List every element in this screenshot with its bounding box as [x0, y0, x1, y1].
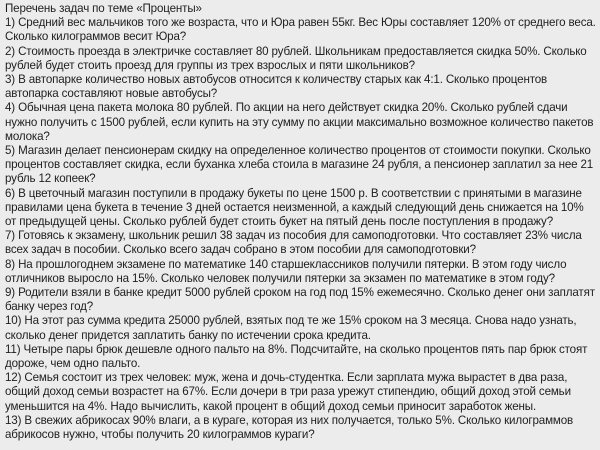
task-7: 7) Готовясь к экзамену, школьник решил 38 задач из пособия для самоподготовки. Что составляет 23% числа всех задач в пособии. Сколько всего задач собрано в этом пособии для самоподготовки? [5, 229, 582, 257]
task-4: 4) Обычная цена пакета молока 80 рублей. По акции на него действует скидка 20%. Сколько рублей сдачи нужно получить с 1500 рублей, если купить на эту сумму по акции максимально возможное количество пакетов молока? [5, 101, 594, 143]
task-1: 1) Средний вес мальчиков того же возраста, что и Юра равен 55кг. Вес Юры составляет 120% от среднего веса. Сколько килограммов весит Юра? [5, 16, 596, 44]
task-3: 3) В автопарке количество новых автобусов относится к количеству старых как 4:1. Сколько процентов автопарка составляют новые автобусы? [5, 73, 548, 101]
task-8: 8) На прошлогоднем экзамене по математике 140 старшеклассников получили пятерки. В этом году число отличников выросло на 15%. Сколько человек получили пятерки за экзамен по математике в этом году? [5, 257, 567, 285]
document-title: Перечень задач по теме «Проценты» [5, 2, 202, 15]
task-13: 13) В свежих абрикосах 90% влаги, а в кураге, которая из них получается, только 5%. Сколько килограммов абрикосов нужно, чтобы получить 20 килограммов кураги? [5, 413, 574, 442]
task-2: 2) Стоимость проезда в электричке составляет 80 рублей. Школьникам предоставляется скидка 50%. Сколько рублей будет стоить проезд для группы из трех взрослых и пяти школьников? [5, 44, 587, 72]
task-12: 12) Семья состоит из трех человек: муж, жена и дочь-студентка. Если зарплата мужа вырастет в два раза, общий доход семьи возрастет на 67%. Если дочери в три раза урежут стипендию, общий доход этой семьи уменьшится на 4%. Надо вычислить, какой процент в общий доход семьи приносит заработок жены. [5, 371, 571, 413]
task-10: 10) На этот раз сумма кредита 25000 рублей, взятых под те же 15% сроком на 3 месяца. Снова надо узнать, сколько денег придется заплатить банку по истечении срока кредита. [5, 314, 577, 342]
task-5: 5) Магазин делает пенсионерам скидку на определенное количество процентов от стоимости покупки. Сколько процентов составляет скидка, если буханка хлеба стоила в магазине 24 рубля, а пенсионер заплатил за нее 21 рубль 12 копеек? [5, 144, 594, 186]
task-9: 9) Родители взяли в банке кредит 5000 рублей сроком на год под 15% ежемесячно. Сколько денег они заплатят банку через год? [5, 286, 595, 314]
task-6: 6) В цветочный магазин поступили в продажу букеты по цене 1500 р. В соответствии с принятыми в магазине правилами цена букета в течение 3 дней остается неизменной, а каждый следующий день снижается на 10% от предыдущей цены. Сколько рублей будет стоить букет на пятый день после поступления в продажу? [5, 186, 584, 229]
task-11: 11) Четыре пары брюк дешевле одного пальто на 8%. Подсчитайте, на сколько процентов пять пар брюк стоят дороже, чем одно пальто. [5, 342, 588, 371]
